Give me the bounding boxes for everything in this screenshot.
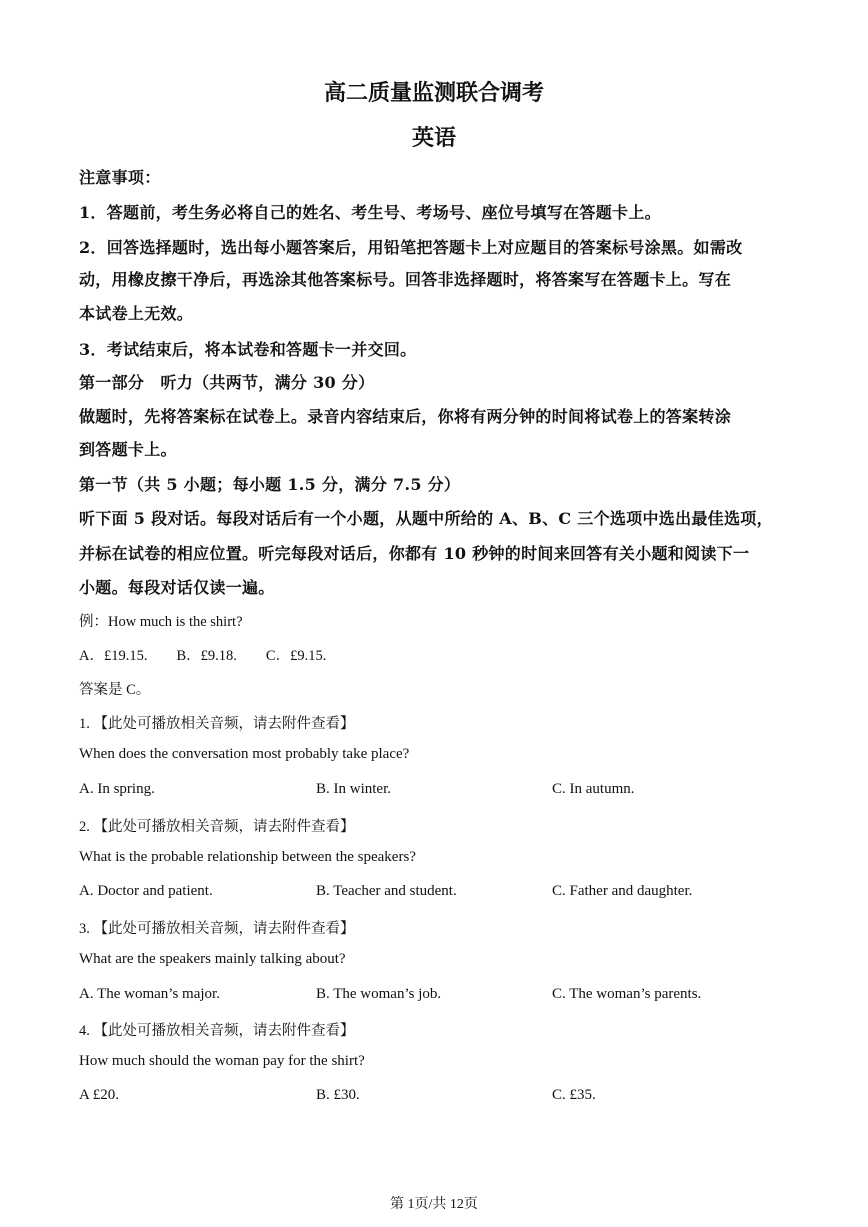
section1-instruction-line-1: 听下面 5 段对话。每段对话后有一个小题，从题中所给的 A、B、C 三个选项中选出最佳选项， xyxy=(79,509,773,528)
notice-item-2-line-1: 2．回答选择题时，选出每小题答案后，用铅笔把答题卡上对应题目的答案标号涂黑。如需改 xyxy=(79,238,743,257)
example-answer: 答案是 C。 xyxy=(79,682,151,698)
question-3-stem: What are the speakers mainly talking about? xyxy=(79,951,346,967)
notice-item-2-line-3: 本试卷上无效。 xyxy=(79,304,194,323)
question-3-audio-note: 3. 【此处可播放相关音频，请去附件查看】 xyxy=(79,921,355,937)
question-1-stem: When does the conversation most probably take place? xyxy=(79,746,410,762)
question-1-option-b: B. In winter. xyxy=(316,781,391,797)
exam-title: 高二质量监测联合调考 xyxy=(323,80,544,106)
part1-instruction-line-1: 做题时，先将答案标在试卷上。录音内容结束后，你将有两分钟的时间将试卷上的答案转涂 xyxy=(79,407,732,426)
question-2-audio-note: 2. 【此处可播放相关音频，请去附件查看】 xyxy=(79,819,355,835)
question-3-option-a: A. The woman’s major. xyxy=(79,986,220,1002)
section1-instruction-line-2: 并标在试卷的相应位置。听完每段对话后，你都有 10 秒钟的时间来回答有关小题和阅读下一 xyxy=(79,544,750,563)
question-2-option-a: A. Doctor and patient. xyxy=(79,883,213,899)
question-3-option-c: C. The woman’s parents. xyxy=(552,986,702,1002)
question-4-option-a: A £20. xyxy=(79,1087,120,1103)
question-4-option-b: B. £30. xyxy=(316,1087,360,1103)
notice-item-3: 3．考试结束后，将本试卷和答题卡一并交回。 xyxy=(79,340,417,359)
part1-heading: 第一部分 听力（共两节，满分 30 分） xyxy=(79,373,375,392)
question-2-stem: What is the probable relationship between the speakers? xyxy=(79,849,416,865)
page-number: 第 1页/共 12页 xyxy=(390,1197,478,1212)
part1-instruction-line-2: 到答题卡上。 xyxy=(79,440,177,459)
notice-heading: 注意事项： xyxy=(79,168,161,187)
question-2-option-b: B. Teacher and student. xyxy=(316,883,457,899)
question-4-option-c: C. £35. xyxy=(552,1087,596,1103)
section1-heading: 第一节（共 5 小题；每小题 1.5 分，满分 7.5 分） xyxy=(79,475,461,494)
notice-item-2-line-2: 动，用橡皮擦干净后，再选涂其他答案标号。回答非选择题时，将答案写在答题卡上。写在 xyxy=(79,270,732,289)
example-question: 例：How much is the shirt? xyxy=(79,614,243,630)
question-1-option-c: C. In autumn. xyxy=(552,781,635,797)
subject-title: 英语 xyxy=(411,125,456,151)
question-1-audio-note: 1. 【此处可播放相关音频，请去附件查看】 xyxy=(79,716,355,732)
question-4-audio-note: 4. 【此处可播放相关音频，请去附件查看】 xyxy=(79,1023,355,1039)
section1-instruction-line-3: 小题。每段对话仅读一遍。 xyxy=(79,578,275,597)
question-2-option-c: C. Father and daughter. xyxy=(552,883,693,899)
question-3-option-b: B. The woman’s job. xyxy=(316,986,442,1002)
question-1-option-a: A. In spring. xyxy=(79,781,155,797)
notice-item-1: 1．答题前，考生务必将自己的姓名、考生号、考场号、座位号填写在答题卡上。 xyxy=(79,203,661,222)
example-options: A．£19.15. B．£9.18. C．£9.15. xyxy=(79,648,327,664)
question-4-stem: How much should the woman pay for the shirt? xyxy=(79,1053,365,1069)
